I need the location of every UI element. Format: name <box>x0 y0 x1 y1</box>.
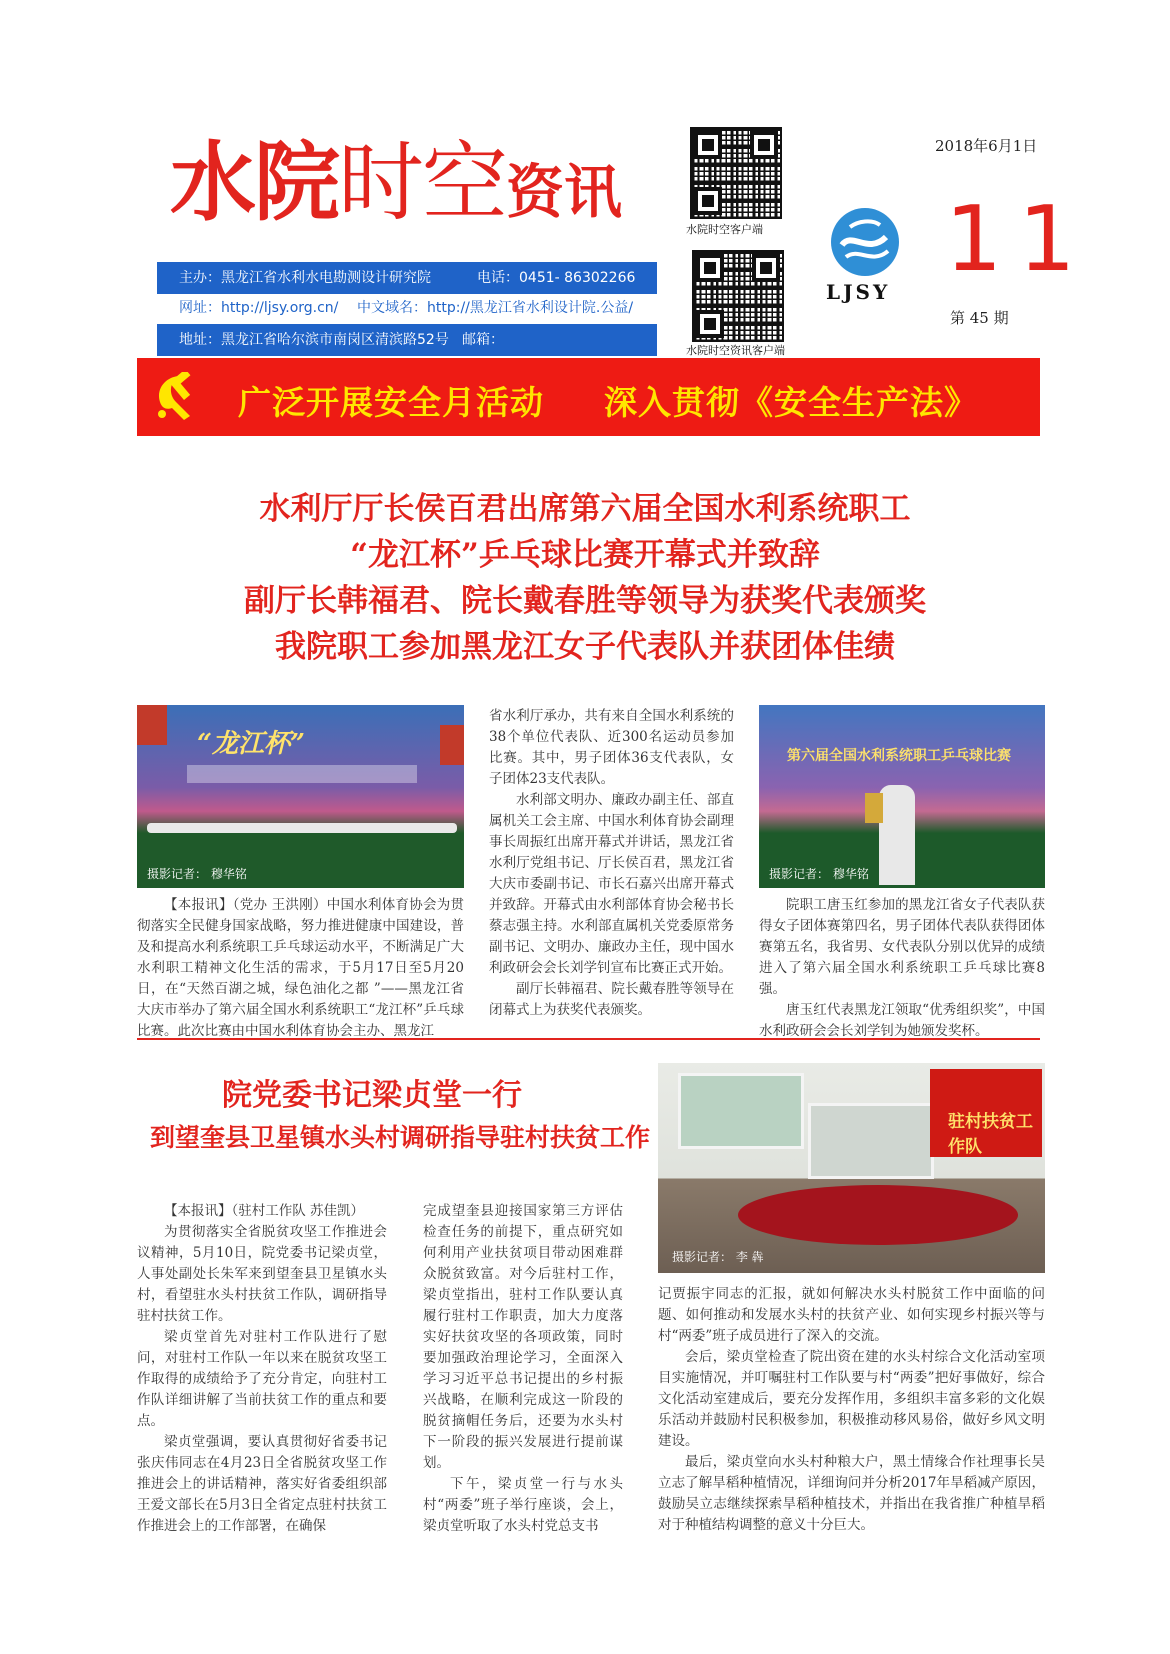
issue-date: 2018年6月1日 <box>935 137 1038 155</box>
story1-headline-2: “龙江杯”乒乓球比赛开幕式并致辞 <box>350 537 820 573</box>
story2-col1-para-4: 梁贞堂强调，要认真贯彻好省委书记张庆伟同志在4月23日全省脱贫攻坚工作推进会上的讲话精神，落实好省委组织部王爱文部长在5月3日全省定点驻村扶贫工作推进会上的工作部署，在确保 <box>137 1434 387 1534</box>
issue-big-number: 11 <box>945 187 1092 292</box>
story2-col1-para-2: 为贯彻落实全省脱贫攻坚工作推进会议精神，5月10日，院党委书记梁贞堂，人事处副处长朱军来到望奎县卫星镇水头村，看望驻水头村扶贫工作队，调研指导驻村扶贫工作。 <box>137 1224 387 1324</box>
story2-col1-para-1: 【本报讯】（驻村工作队 苏佳凯） <box>164 1203 365 1219</box>
story1-col3-para-1: 院职工唐玉红参加的黑龙江省女子代表队获得女子团体赛第四名，男子团体代表队获得团体赛第五名，我省男、女代表队分别以优异的成绩进入了第六届全国水利系统职工乒乓球比赛8强。 <box>759 897 1045 997</box>
qr-caption-news: 水院时空资讯客户端 <box>686 344 785 357</box>
story1-col2-para-2: 水利部文明办、廉政办副主任、部直属机关工会主席、中国水利体育协会副理事长周振红出席开幕式并讲话，黑龙江省水利厅党组书记、厅长侯百君，黑龙江省大庆市委副书记、市长石嘉兴出席开幕式并致辞。开幕式由水利部体育协会秘书长蔡志强主持。水利部直属机关党委原常务副书记、文明办、廉政办主任，现中国水利政研会会长刘学钊宣布比赛正式开始。 <box>489 792 734 976</box>
ljsy-emblem-icon <box>828 205 902 279</box>
story1-column-2 <box>489 706 734 1021</box>
info-bar-address <box>157 324 657 356</box>
story2-title-2: 到望奎县卫星镇水头村调研指导驻村扶贫工作 <box>150 1123 651 1152</box>
story1-column-1 <box>137 895 464 1042</box>
story1-col1-para: 【本报讯】（党办 王洪刚）中国水利体育协会为贯彻落实全民健身国家战略，努力推进健康中国建设，普及和提高水利系统职工乒乓球运动水平，不断满足广大水利职工精神文化生活的需求，于5月17日至5月20日，在“天然百湖之城，绿色油化之都 ”——黑龙江省大庆市举办了第六届全国水利系统职工“龙江杯”乒乓球比赛。此次比赛由中国水利体育协会主办、黑龙江 <box>137 897 464 1039</box>
info-row-web <box>157 294 657 322</box>
phone-text: 电话：0451- 86302266 <box>477 270 636 286</box>
photo1-caption: 摄影记者： 穆华铭 <box>147 867 247 881</box>
ljsy-text: LJSY <box>826 280 891 304</box>
story1-col3-para-2: 唐玉红代表黑龙江领取“优秀组织奖”，中国水利政研会会长刘学钊为她颁发奖杯。 <box>759 1002 1045 1039</box>
address-text: 地址：黑龙江省哈尔滨市南岗区清滨路52号 <box>179 332 449 348</box>
banner-slogan-right: 深入贯彻《安全生产法》 <box>604 383 978 422</box>
story1-headline-3: 副厅长韩福君、院长戴春胜等领导为获奖代表颁奖 <box>244 583 926 619</box>
story2-col3-para-1: 记贾振宇同志的汇报，就如何解决水头村脱贫工作中面临的问题、如何推动和发展水头村的扶贫产业、如何实现乡村振兴等与村“两委”班子成员进行了深入的交流。 <box>658 1286 1045 1344</box>
story1-headline-1: 水利厅厅长侯百君出席第六届全国水利系统职工 <box>259 491 911 527</box>
logo-part1: 水院 <box>170 133 338 233</box>
website-link[interactable]: 网址：http://ljsy.org.cn/ <box>179 300 339 316</box>
photo3-banner-text: 驻村扶贫工作队 <box>948 1112 1033 1157</box>
story2-column-1 <box>137 1201 387 1537</box>
story2-col3-para-2: 会后，梁贞堂检查了院出资在建的水头村综合文化活动室项目实施情况，并叮嘱驻村工作队要与村“两委”把好事做好，综合文化活动室建成后，要充分发挥作用，多组织丰富多彩的文化娱乐活动并鼓励村民积极参加，积极推动移风易俗，做好乡风文明建设。 <box>658 1349 1045 1449</box>
sponsor-text: 主办：黑龙江省水利水电勘测设计研究院 <box>179 270 431 286</box>
story2-column-2 <box>423 1201 623 1537</box>
banner-slogan <box>238 377 978 424</box>
banner-slogan-left: 广泛开展安全月活动 <box>238 383 544 422</box>
award-ceremony-photo <box>759 705 1045 888</box>
opening-ceremony-photo <box>137 705 464 888</box>
story1-col2-para-1: 省水利厅承办，共有来自全国水利系统的38个单位代表队、近300名运动员参加比赛。其中，男子团体36支代表队，女子团体23支代表队。 <box>489 708 734 787</box>
party-emblem-icon <box>150 372 200 422</box>
issue-period: 第 45 期 <box>950 309 1009 327</box>
masthead-logo <box>170 133 623 233</box>
cn-domain-link[interactable]: 中文域名：http://黑龙江省水利设计院.公益/ <box>357 300 634 316</box>
meeting-photo <box>658 1063 1045 1273</box>
photo1-banner-text: “龙江杯” <box>197 729 305 759</box>
story1-column-3 <box>759 895 1045 1042</box>
story2-col2-para-1: 完成望奎县迎接国家第三方评估检查任务的前提下，重点研究如何利用产业扶贫项目带动困难群众脱贫致富。对今后驻村工作，梁贞堂指出，驻村工作队要认真履行驻村工作职责，加大力度落实好扶贫攻坚的各项政策，同时要加强政治理论学习，全面深入学习习近平总书记提出的乡村振兴战略，在顺利完成这一阶段的脱贫摘帽任务后，还要为水头村下一阶段的振兴发展进行提前谋划。 <box>423 1203 623 1471</box>
story2-title-1: 院党委书记梁贞堂一行 <box>222 1078 522 1113</box>
email-text: 邮箱： <box>462 332 504 348</box>
qr-caption-client: 水院时空客户端 <box>686 223 763 236</box>
story2-col3-para-3: 最后，梁贞堂向水头村种粮大户，黑土情缘合作社理事长吴立志了解旱稻种植情况，详细询问并分析2017年旱稻减产原因，鼓励吴立志继续探索旱稻种植技术，并指出在我省推广种植旱稻对于种植结构调整的意义十分巨大。 <box>658 1454 1045 1533</box>
story2-col1-para-3: 梁贞堂首先对驻村工作队进行了慰问，对驻村工作队一年以来在脱贫攻坚工作取得的成绩给予了充分肯定，向驻村工作队详细讲解了当前扶贫工作的重点和要点。 <box>137 1329 387 1429</box>
logo-part3: 资讯 <box>506 158 623 226</box>
story1-col2-para-3: 副厅长韩福君、院长戴春胜等领导在闭幕式上为获奖代表颁奖。 <box>489 981 734 1018</box>
story1-headline-4: 我院职工参加黑龙江女子代表队并获团体佳绩 <box>275 629 895 665</box>
logo-part2: 时空 <box>338 133 506 233</box>
story2-col2-para-2: 下午，梁贞堂一行与水头村“两委”班子举行座谈，会上，梁贞堂听取了水头村党总支书 <box>423 1476 623 1534</box>
section-divider <box>137 1038 1040 1040</box>
qr-code-client[interactable] <box>690 127 782 219</box>
info-bar-sponsor <box>157 262 657 294</box>
qr-code-news[interactable] <box>692 250 784 342</box>
photo2-caption: 摄影记者： 穆华铭 <box>769 867 869 881</box>
story2-column-3 <box>658 1284 1045 1536</box>
photo2-banner-text: 第六届全国水利系统职工乒乓球比赛 <box>787 748 1011 764</box>
photo3-caption: 摄影记者： 李 犇 <box>672 1250 764 1264</box>
